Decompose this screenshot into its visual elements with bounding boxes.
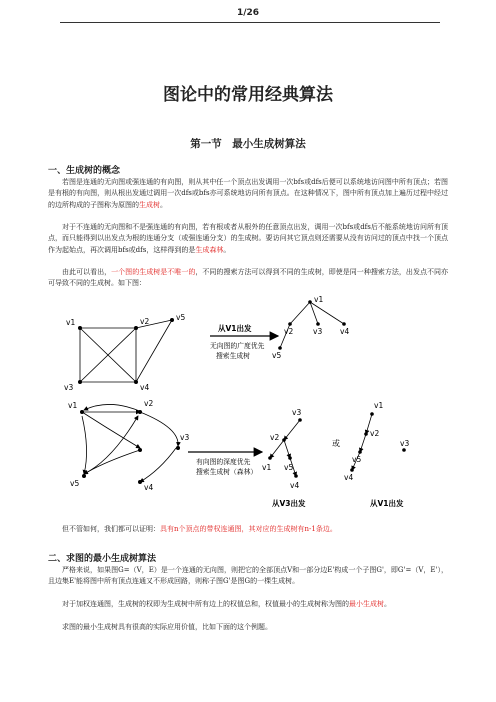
dfs-tree-v5: v5	[284, 463, 294, 472]
label-v2: v2	[140, 317, 150, 326]
paragraph-6	[48, 622, 448, 633]
term-spanning-tree: 生成树	[139, 200, 160, 209]
dfs2-tree-v5: v5	[352, 455, 362, 464]
document-title: 图论中的常用经典算法	[163, 85, 333, 105]
paragraph-5-end: 。	[384, 600, 391, 608]
dfs2-tree-v4: v4	[344, 473, 354, 482]
dfs2-tree-v2: v2	[370, 429, 380, 438]
bfs-from-v1: 从V1出发	[218, 324, 252, 333]
node-v5	[170, 318, 174, 322]
paragraph-6-text: 求图的最小生成树具有很高的实际应用价值，比如下面的这个例题。	[62, 623, 272, 631]
after-figure-text: 但不管如何，我们都可以证明：	[62, 525, 160, 533]
node-v4	[134, 380, 138, 384]
directed-graph	[82, 404, 178, 482]
heading-mst-algorithm: 二、求图的最小生成树算法	[48, 554, 157, 564]
section-title: 第一节 最小生成树算法	[190, 138, 306, 150]
paragraph-2-text: 对于不连通的无向图和不是强连通的有向图，若有根或者从根外的任意顶点出发，调用一次bfs或dfs后不能系统地访问所有顶点，而只能得到以出发点为根的连通分支（或强连通分支）的生成树。要访问其它顶点则还需要从没有访问过的顶点中找一个顶点作为起始点，再次调用bfs或dfs，这样得到的是	[48, 223, 448, 254]
after-figure-paragraph	[48, 524, 448, 535]
caption-from-v3: 从V3出发	[272, 499, 306, 508]
page-number: 1/26	[236, 8, 260, 18]
theorem-n-minus-1-edges: 具有n个顶点的带权连通图，其对应的生成树有n-1条边。	[160, 525, 337, 533]
paragraph-3-text: 由此可以看出，	[62, 268, 112, 276]
dg-label-v4: v4	[144, 483, 154, 492]
bfs-tree-v4: v4	[340, 327, 350, 336]
node-v3	[78, 380, 82, 384]
dfs2-tree-v1: v1	[374, 401, 384, 410]
paragraph-3	[48, 267, 448, 290]
dfs-tree-v3: v3	[292, 408, 302, 417]
dfs2-tree-v3: v3	[400, 439, 410, 448]
paragraph-1-end: 。	[160, 200, 167, 209]
label-v1: v1	[66, 318, 76, 327]
bfs-tree-v5: v5	[272, 351, 282, 360]
paragraph-1-text: 若图是连通的无向图或强连通的有向图，则从其中任一个顶点出发调用一次bfs或dfs后便可以系统地访问图中所有顶点；若图是有根的有向图，则从根出发通过调用一次dfs或bfs亦可系统地访问所有顶点。在这种情况下，图中所有顶点加上遍历过程中经过的边所构成的子图称为原图的	[48, 178, 448, 209]
bfs-desc-line2: 搜索生成树	[216, 352, 250, 360]
or-label: 或	[332, 439, 340, 448]
bfs-tree-v1: v1	[314, 295, 324, 304]
dg-label-v1: v1	[68, 401, 78, 410]
paragraph-2	[48, 222, 448, 256]
spanning-tree-figure	[0, 290, 496, 520]
label-v3: v3	[64, 383, 74, 392]
term-mst: 最小生成树	[349, 600, 384, 608]
paragraph-5	[48, 599, 448, 610]
bfs-tree-v3: v3	[313, 327, 323, 336]
dfs-tree-v4: v4	[290, 481, 300, 490]
dg-label-v2: v2	[144, 399, 154, 408]
node-v2	[134, 326, 138, 330]
paragraph-4	[48, 565, 448, 588]
heading-spanning-tree-concept: 一、生成树的概念	[48, 166, 121, 176]
paragraph-5-text: 对于加权连通图，生成树的权即为生成树中所有边上的权值总和，权值最小的生成树称为图的	[62, 600, 349, 608]
bfs-desc-line1: 无向图的广度优先	[210, 342, 265, 350]
header-rule	[60, 22, 440, 23]
paragraph-2-end: 。	[223, 245, 231, 254]
dfs-desc-line1: 有向图的深度优先	[196, 458, 251, 466]
paragraph-1	[48, 177, 448, 211]
node-v1	[78, 326, 82, 330]
label-v5: v5	[176, 313, 186, 322]
term-spanning-forest: 生成森林	[195, 245, 224, 254]
term-not-unique: 一个图的生成树是不唯一的	[111, 268, 196, 276]
undirected-graph	[80, 320, 172, 382]
bfs-tree-v2: v2	[284, 327, 294, 336]
caption-from-v1: 从V1出发	[370, 499, 404, 508]
dg-label-v3: v3	[180, 433, 190, 442]
dg-label-v5: v5	[70, 479, 80, 488]
label-v4: v4	[140, 383, 150, 392]
dfs-desc-line2: 搜索生成树（森林）	[196, 468, 258, 476]
paragraph-4-text: 严格来说，如果图G=（V，E）是一个连通的无向图，则把它的全部顶点V和一部分边E'构成一个子图G'，即G'=（V，E'），且边集E'能将图中所有顶点连通又不形成回路，则称子图G'是图G的一棵生成树。	[48, 566, 448, 586]
dfs-tree-v2: v2	[270, 433, 280, 442]
paragraph-3-rest: ，不同的搜索方法可以得到不同的生成树，即使是同一种搜索方法，出发点不同亦可导致不同的生成树。如下图：	[48, 268, 449, 288]
dfs-tree-v1: v1	[262, 463, 272, 472]
